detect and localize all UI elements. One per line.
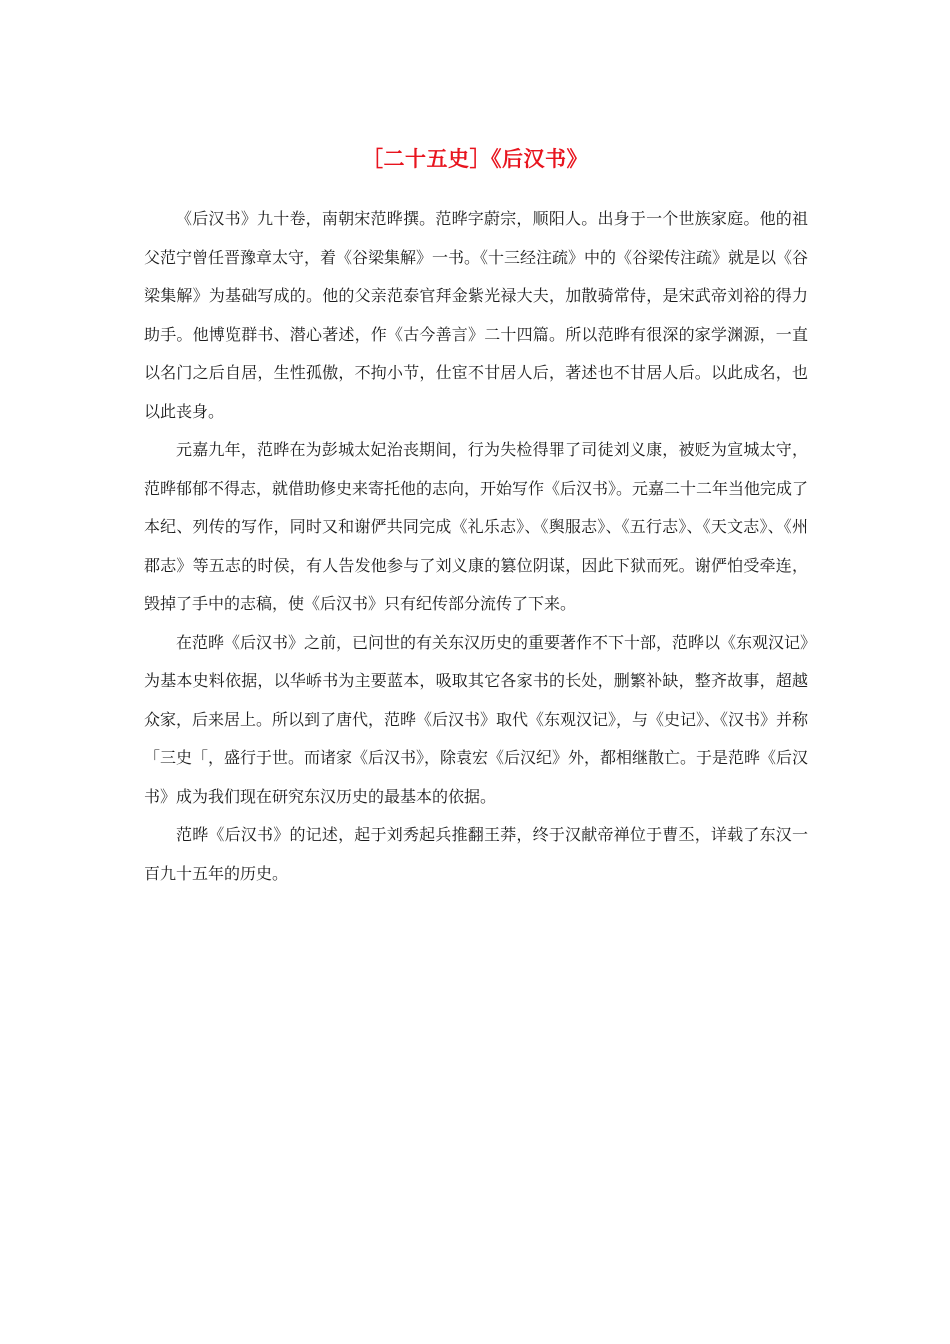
paragraph-scope: 范晔《后汉书》的记述，起于刘秀起兵推翻王莽，终于汉献帝禅位于曹丕，详载了东汉一百九十五年的历史。 <box>144 825 808 883</box>
paragraph-author-background: 《后汉书》九十卷，南朝宋范晔撰。范晔字蔚宗，顺阳人。出身于一个世族家庭。他的祖父范宁曾任晋豫章太守，着《谷梁集解》一书。《十三经注疏》中的《谷梁传注疏》就是以《谷梁集解》为基础写成的。他的父亲范泰官拜金紫光禄大夫，加散骑常侍，是宋武帝刘裕的得力助手。他博览群书、潜心著述，作《古今善言》二十四篇。所以范晔有很深的家学渊源，一直以名门之后自居，生性孤傲，不拘小节，仕宦不甘居人后，著述也不甘居人后。以此成名，也以此丧身。 <box>144 209 809 421</box>
document-body <box>144 200 808 893</box>
paragraph-sources-influence: 在范晔《后汉书》之前，已问世的有关东汉历史的重要著作不下十部，范晔以《东观汉记》为基本史料依据，以华峤书为主要蓝本，吸取其它各家书的长处，删繁补缺，整齐故事，超越众家，后来居上。所以到了唐代，范晔《后汉书》取代《东观汉记》，与《史记》、《汉书》并称「三史「，盛行于世。而诸家《后汉书》，除袁宏《后汉纪》外，都相继散亡。于是范晔《后汉书》成为我们现在研究东汉历史的最基本的依据。 <box>144 632 809 806</box>
document-title: ［二十五史］《后汉书》 <box>362 147 588 171</box>
paragraph-writing-history: 元嘉九年，范晔在为彭城太妃治丧期间，行为失检得罪了司徒刘义康，被贬为宣城太守，范晔郁郁不得志，就借助修史来寄托他的志向，开始写作《后汉书》。元嘉二十二年当他完成了本纪、列传的写作，同时又和谢俨共同完成《礼乐志》、《舆服志》、《五行志》、《天文志》、《州郡志》等五志的时侯，有人告发他参与了刘义康的篡位阴谋，因此下狱而死。谢俨怕受牵连，毁掉了手中的志稿，使《后汉书》只有纪传部分流传了下来。 <box>144 440 809 613</box>
